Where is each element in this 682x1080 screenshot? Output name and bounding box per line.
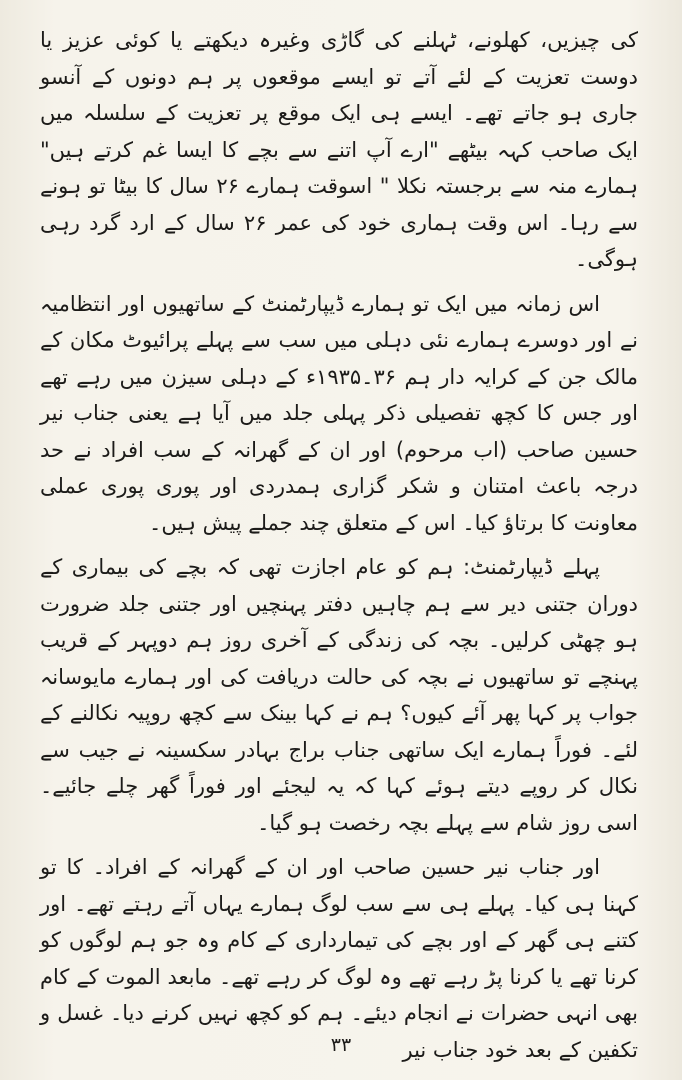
paragraph-department: پہلے ڈیپارٹمنٹ: ہم کو عام اجازت تھی کہ بچے کی بیماری کے دوران جتنی دیر سے ہم چاہیں دفتر پہنچیں اور جتنی جلد ضرورت ہو چھٹی کرلیں۔ بچہ کی زندگی کے آخری روز ہم دوپہر کے قریب پہنچے تو ساتھیوں نے بچہ کی حالت دریافت کی اور ہمارے مایوسانہ جواب پر کہا پھر آئے کیوں؟ ہم نے کہا بینک سے کچھ روپیہ نکالنے کے لئے۔ فوراً ہمارے ایک ساتھی جناب براج بہادر سکسینہ نے جیب سے نکال کر روپے دیتے ہوئے کہا کہ یہ لیجئے اور فوراً گھر چلے جائیے۔ اسی روز شام سے پہلے بچہ رخصت ہو گیا۔ [40,555,638,835]
page-number: ۳۳ [330,1034,352,1056]
body-text [40,22,638,1068]
paragraph-helpers-intro: اس زمانہ میں ایک تو ہمارے ڈیپارٹمنٹ کے ساتھیوں اور انتظامیہ نے اور دوسرے ہمارے نئی دہلی میں سب سے پہلے پرائیوٹ مکان کے مالک جن کے کرایہ دار ہم ۳۶۔۱۹۳۵ء کے دہلی سیزن میں رہے تھے اور جس کا کچھ تفصیلی ذکر پہلی جلد میں آیا ہے یعنی جناب نیر حسین صاحب (اب مرحوم) اور ان کے گھرانہ کے سب افراد نے حد درجہ باعث امتنان و شکر گزاری ہمدردی اور پوری پوری عملی معاونت کا برتاؤ کیا۔ اس کے متعلق چند جملے پیش ہیں۔ [40,291,638,535]
paragraph-condolence: کی چیزیں، کھلونے، ٹہلنے کی گاڑی وغیرہ دیکھتے یا کوئی عزیز یا دوست تعزیت کے لئے آتے تو ایسے موقعوں پر ہم دونوں کے آنسو جاری ہو جاتے تھے۔ ایسے ہی ایک موقع پر تعزیت کے سلسلہ میں ایک صاحب کہہ بیٹھے "ارے آپ اتنے سے بچے کا ایسا غم کرتے ہیں" ہمارے منہ سے برجستہ نکلا " اسوقت ہمارے ۲۶ سال کا بیٹا تو ہونے سے رہا۔ اس وقت ہماری خود کی عمر ۲۶ سال کے ارد گرد رہی ہوگی۔ [40,28,638,271]
paragraph-nayyar-hussain: اور جناب نیر حسین صاحب اور ان کے گھرانہ کے افراد۔ کا تو کہنا ہی کیا۔ پہلے ہی سے سب لوگ ہمارے یہاں آتے رہتے تھے۔ اور کتنے ہی گھر کے اور بچے کی تیمارداری کے کام وہ جو ہم لوگوں کو کرنا تھے یا کرنا پڑ رہے تھے وہ لوگ کر رہے تھے۔ مابعد الموت کے کام بھی انہی حضرات نے انجام دیئے۔ ہم کو کچھ نہیں کرنے دیا۔ غسل و تکفین کے بعد خود جناب نیر [40,855,638,1062]
